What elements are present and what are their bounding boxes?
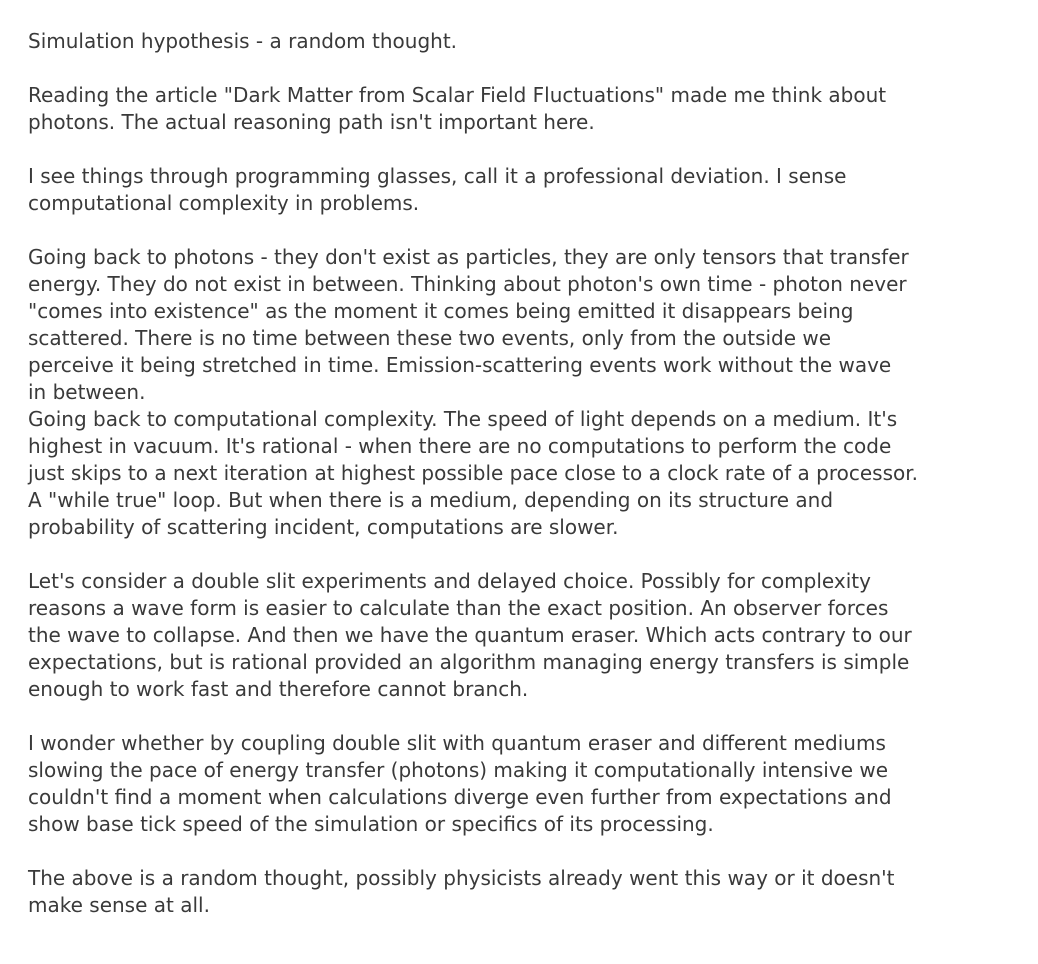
text-line: I wonder whether by coupling double slit with quantum eraser and different mediums — [28, 731, 886, 755]
text-line: Going back to computational complexity. The speed of light depends on a medium. It's — [28, 407, 898, 431]
text-line: "comes into existence" as the moment it comes being emitted it disappears being — [28, 299, 854, 323]
paragraph — [28, 730, 1013, 838]
text-line: enough to work fast and therefore cannot branch. — [28, 677, 529, 701]
text-line: the wave to collapse. And then we have the quantum eraser. Which acts contrary to our — [28, 623, 912, 647]
paragraphs — [28, 55, 1013, 919]
text-line: scattered. There is no time between these two events, only from the outside we — [28, 326, 832, 350]
paragraph-gap — [28, 55, 1013, 82]
text-line: highest in vacuum. It's rational - when there are no computations to perform the code — [28, 434, 892, 458]
paragraph-gap — [28, 838, 1013, 865]
paragraph — [28, 865, 1013, 919]
text-line: couldn't find a moment when calculations diverge even further from expectations and — [28, 785, 892, 809]
text-line: reasons a wave form is easier to calculate than the exact position. An observer forces — [28, 596, 889, 620]
text-line: make sense at all. — [28, 893, 210, 917]
text-line: The above is a random thought, possibly physicists already went this way or it doesn't — [28, 866, 895, 890]
text-line: Reading the article "Dark Matter from Scalar Field Fluctuations" made me think about — [28, 83, 887, 107]
text-line: expectations, but is rational provided an algorithm managing energy transfers is simple — [28, 650, 910, 674]
text-line: Let's consider a double slit experiments and delayed choice. Possibly for complexity — [28, 569, 871, 593]
paragraph-gap — [28, 703, 1013, 730]
paragraph — [28, 568, 1013, 703]
text-line: Going back to photons - they don't exist as particles, they are only tensors that transfer — [28, 245, 909, 269]
text-line: slowing the pace of energy transfer (photons) making it computationally intensive we — [28, 758, 889, 782]
text-line: perceive it being stretched in time. Emission-scattering events work without the wave — [28, 353, 892, 377]
post-body — [28, 28, 1013, 919]
text-line: show base tick speed of the simulation or specifics of its processing. — [28, 812, 714, 836]
text-line: energy. They do not exist in between. Thinking about photon's own time - photon never — [28, 272, 907, 296]
paragraph — [28, 82, 1013, 136]
text-line: photons. The actual reasoning path isn't important here. — [28, 110, 595, 134]
paragraph — [28, 244, 1013, 541]
text-line: A "while true" loop. But when there is a medium, depending on its structure and — [28, 488, 834, 512]
text-line: computational complexity in problems. — [28, 191, 420, 215]
paragraph-gap — [28, 541, 1013, 568]
text-line: I see things through programming glasses, call it a professional deviation. I sense — [28, 164, 847, 188]
text-line: just skips to a next iteration at highest possible pace close to a clock rate of a processor. — [28, 461, 918, 485]
paragraph-gap — [28, 217, 1013, 244]
paragraph — [28, 163, 1013, 217]
paragraph-gap — [28, 136, 1013, 163]
text-line: in between. — [28, 380, 146, 404]
post-title: Simulation hypothesis - a random thought. — [28, 29, 458, 53]
text-line: probability of scattering incident, computations are slower. — [28, 515, 619, 539]
